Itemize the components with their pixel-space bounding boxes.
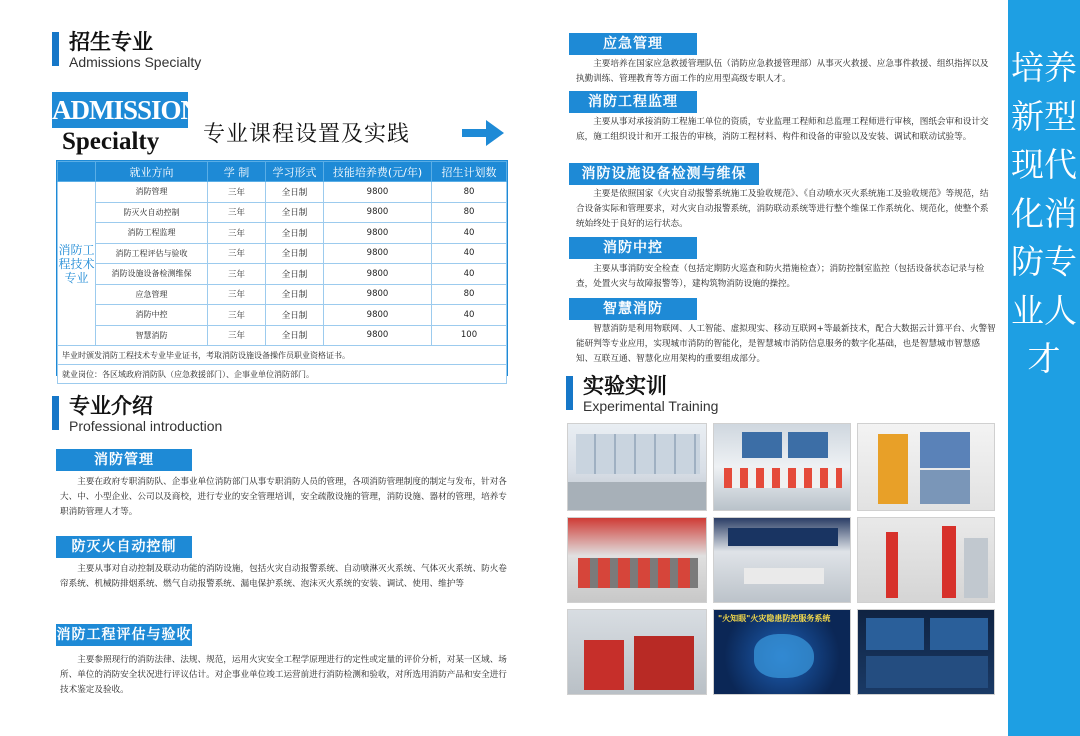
cell-years: 三年 <box>208 284 266 305</box>
right-title-central-control: 消防中控 <box>569 237 697 259</box>
cell-years: 三年 <box>208 325 266 346</box>
table-note-row <box>58 346 507 365</box>
course-title: 专业课程设置及实践 <box>203 122 411 147</box>
right-text-inspection: 主要是依照国家《火灾自动报警系统施工及验收规范》、《自动喷水灭火系统施工及验收规范》等规范，结合设备实际和管理要求，对火灾自动报警系统，消防联动系统等进行整个维保工作系统化、规范化，使整个系统始终处于良好的运行状态。 <box>576 189 989 229</box>
table-row <box>58 325 507 346</box>
admissions-heading-zh: 招生专业 <box>69 30 153 54</box>
cell-plan: 40 <box>432 305 507 326</box>
training-photo <box>857 609 995 695</box>
cell-years: 三年 <box>208 264 266 285</box>
cell-form: 全日制 <box>266 305 324 326</box>
intro-heading <box>52 394 222 434</box>
intro-heading-en: Professional introduction <box>69 418 223 434</box>
right-title-smart-fire: 智慧消防 <box>569 298 697 320</box>
table-row <box>58 264 507 285</box>
right-text-central-control: 主要从事消防安全检查（包括定期防火巡查和防火措施检查）；消防控制室监控（包括设备状态记录与检查，处置火灾与故障报警等），建构筑物消防设施的操控。 <box>576 264 985 289</box>
training-photo <box>567 423 707 511</box>
cell-fee: 9800 <box>324 243 432 264</box>
right-text-emergency: 主要培养在国家应急救援管理队伍（消防应急救援管理部）从事灭火救援、应急事件救援、组织指挥以及执勤训练、管理教育等方面工作的应用型高级专职人才。 <box>576 59 989 84</box>
intro-text-auto-control: 主要从事对自动控制及联动功能的消防设施，包括火灾自动报警系统、自动喷淋灭火系统、气体灭火系统、防火卷帘系统、机械防排烟系统、燃气自动报警系统、漏电保护系统、泡沫灭火系统的安装、调试、使用、维护等 <box>60 564 507 589</box>
cell-direction: 消防管理 <box>96 182 208 203</box>
cell-plan: 80 <box>432 202 507 223</box>
table-header-row <box>58 162 507 182</box>
cell-direction: 智慧消防 <box>96 325 208 346</box>
cell-form: 全日制 <box>266 223 324 244</box>
table-note-row <box>58 365 507 384</box>
training-photo <box>857 517 995 603</box>
cell-fee: 9800 <box>324 182 432 203</box>
right-page <box>540 0 1008 736</box>
table-header: 就业方向 <box>96 162 208 182</box>
table-header: 招生计划数 <box>432 162 507 182</box>
heading-bar <box>52 32 59 66</box>
intro-title-evaluation: 消防工程评估与验收 <box>56 624 192 646</box>
training-photo <box>567 609 707 695</box>
cell-fee: 9800 <box>324 202 432 223</box>
right-text-smart-fire: 智慧消防是利用物联网、人工智能、虚拟现实、移动互联网+等最新技术，配合大数据云计算平台、火警智能研判等专业应用，实现城市消防的智能化，是智慧城市消防信息服务的数字化基础，也是智慧城市智慧感知、互联互通、智慧化应用架构的重要组成部分。 <box>576 324 996 364</box>
training-heading-zh: 实验实训 <box>583 374 667 398</box>
cell-form: 全日制 <box>266 243 324 264</box>
table-header: 技能培养费(元/年) <box>324 162 432 182</box>
slogan: 培养新型现代化消防专业人才 <box>1011 48 1077 378</box>
table-row <box>58 202 507 223</box>
table-row <box>58 284 507 305</box>
major-label: 消防工程技术专业 <box>58 182 96 346</box>
table-row <box>58 182 507 203</box>
admissions-badge-subtitle: Specialty <box>62 128 160 155</box>
cell-plan: 40 <box>432 264 507 285</box>
cell-years: 三年 <box>208 305 266 326</box>
training-heading-en: Experimental Training <box>583 398 719 414</box>
cell-years: 三年 <box>208 202 266 223</box>
photo-caption: "火知眼"火灾隐患防控服务系统 <box>718 614 831 623</box>
cell-direction: 消防中控 <box>96 305 208 326</box>
cell-fee: 9800 <box>324 305 432 326</box>
admissions-badge: ADMISSIONS <box>52 92 188 128</box>
cell-plan: 80 <box>432 182 507 203</box>
cell-form: 全日制 <box>266 284 324 305</box>
cell-direction: 消防工程监理 <box>96 223 208 244</box>
cell-form: 全日制 <box>266 182 324 203</box>
cell-plan: 40 <box>432 223 507 244</box>
table-header: 学习形式 <box>266 162 324 182</box>
intro-text-fire-management: 主要在政府专职消防队、企事业单位消防部门从事专职消防人员的管理，各项消防管理制度的制定与发布，针对各大、中、小型企业、公司以及商校，进行专业的安全管理培训，安全疏散设施的管理，消防设施、器材的管理，培养专职消防管理人才等。 <box>60 477 507 517</box>
table-note: 就业岗位：各区域政府消防队（应急救援部门）、企事业单位消防部门。 <box>58 365 507 384</box>
table-header-blank <box>58 162 96 182</box>
cell-plan: 40 <box>432 243 507 264</box>
table-note: 毕业时颁发消防工程技术专业毕业证书，考取消防设施设备操作员职业资格证书。 <box>58 346 507 365</box>
heading-bar <box>52 396 59 430</box>
admissions-heading <box>52 30 201 70</box>
right-title-emergency: 应急管理 <box>569 33 697 55</box>
cell-plan: 80 <box>432 284 507 305</box>
cell-form: 全日制 <box>266 202 324 223</box>
cell-direction: 应急管理 <box>96 284 208 305</box>
cell-years: 三年 <box>208 223 266 244</box>
training-photo <box>857 423 995 511</box>
right-text-supervision: 主要从事对承接消防工程施工单位的资质，专业监理工程师和总监理工程师进行审核，图纸会审和设计交底，施工组织设计和开工报告的审核，消防工程材料、构件和设备的审验以及安装、调试和联动试验等。 <box>576 117 989 142</box>
cell-direction: 消防设施设备检测维保 <box>96 264 208 285</box>
training-photo <box>567 517 707 603</box>
heading-bar <box>566 376 573 410</box>
admissions-heading-en: Admissions Specialty <box>69 54 202 70</box>
training-heading <box>566 374 718 414</box>
table-row <box>58 305 507 326</box>
cell-plan: 100 <box>432 325 507 346</box>
intro-title-fire-management: 消防管理 <box>56 449 192 471</box>
cell-fee: 9800 <box>324 264 432 285</box>
arrow-right-icon <box>462 118 504 148</box>
course-table <box>56 160 508 379</box>
intro-text-evaluation: 主要参照现行的消防法律、法规、规范，运用火灾安全工程学原理进行的定性或定量的评价分析，对某一区域、场所、单位的消防安全状况进行评议估计。对企事业单位竣工运营前进行消防检测和验收，对所选用消防产品和安全进行技术鉴定及验收。 <box>60 655 507 695</box>
cell-years: 三年 <box>208 182 266 203</box>
cell-fee: 9800 <box>324 325 432 346</box>
cell-form: 全日制 <box>266 325 324 346</box>
training-photo <box>713 609 851 695</box>
right-title-supervision: 消防工程监理 <box>569 91 697 113</box>
cell-form: 全日制 <box>266 264 324 285</box>
cell-fee: 9800 <box>324 284 432 305</box>
training-photo <box>713 423 851 511</box>
cell-years: 三年 <box>208 243 266 264</box>
cell-direction: 消防工程评估与验收 <box>96 243 208 264</box>
cell-direction: 防灭火自动控制 <box>96 202 208 223</box>
training-photo <box>713 517 851 603</box>
table-row <box>58 223 507 244</box>
cell-fee: 9800 <box>324 223 432 244</box>
right-title-inspection: 消防设施设备检测与维保 <box>569 163 759 185</box>
table-row <box>58 243 507 264</box>
table-header: 学 制 <box>208 162 266 182</box>
intro-title-auto-control: 防灭火自动控制 <box>56 536 192 558</box>
intro-heading-zh: 专业介绍 <box>69 394 153 418</box>
